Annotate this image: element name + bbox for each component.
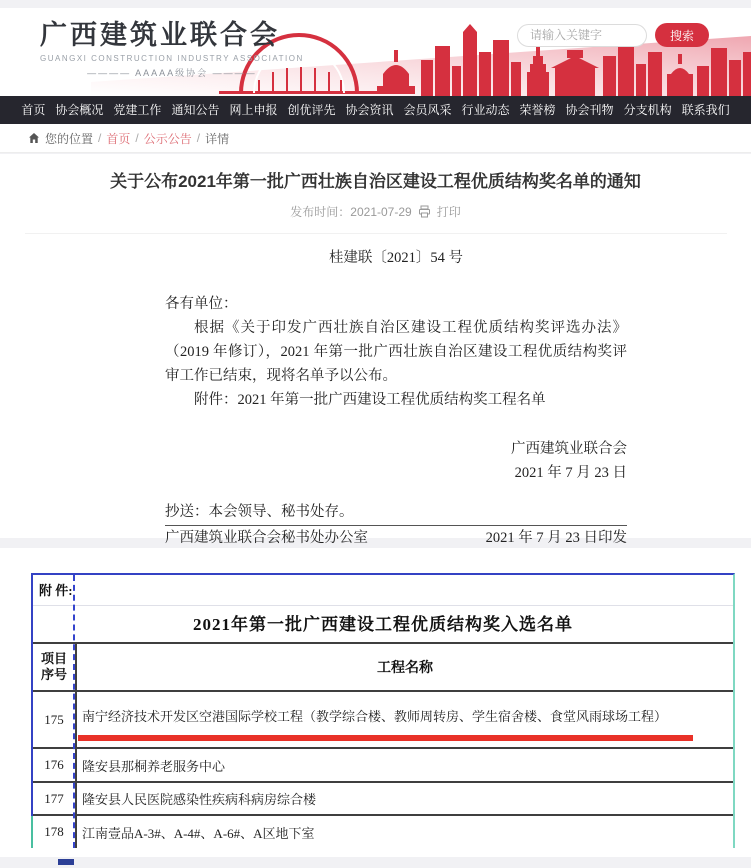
column-header-name: 工程名称 <box>75 644 733 690</box>
table-title: 2021年第一批广西建设工程优质结构奖入选名单 <box>33 606 733 644</box>
logo-title: 广西建筑业联合会 <box>40 20 280 50</box>
nav-item-apply[interactable]: 网上申报 <box>229 103 278 117</box>
nav-item-news[interactable]: 协会资讯 <box>345 103 394 117</box>
table-header-row <box>33 644 733 692</box>
search-box <box>517 23 709 47</box>
site-logo[interactable] <box>40 19 304 79</box>
document-attachment-line: 附件：2021 年第一批广西建设工程优质结构奖工程名单 <box>194 392 546 408</box>
row-project-name: 江南壹品A-3#、A-4#、A-6#、A区地下室 <box>75 816 733 848</box>
page-title: 关于公布2021年第一批广西壮族自治区建设工程优质结构奖名单的通知 <box>110 172 641 191</box>
document-number: 桂建联〔2021〕54 号 <box>328 250 464 266</box>
table-attach-label: 附 件: <box>33 575 733 606</box>
document-signer: 广西建筑业联合会 <box>511 441 627 457</box>
breadcrumb-current: 详情 <box>205 131 230 146</box>
breadcrumb-prefix: 您的位置 <box>45 131 94 146</box>
document-copy-line: 抄送：本会领导、秘书处存。 <box>165 500 627 526</box>
search-input[interactable] <box>517 24 647 47</box>
row-no: 177 <box>44 790 64 806</box>
nav-item-contact[interactable]: 联系我们 <box>681 103 730 117</box>
nav-item-publications[interactable]: 协会刊物 <box>565 103 614 117</box>
nav-item-notice[interactable]: 通知公告 <box>171 103 220 117</box>
breadcrumb-separator: / <box>98 131 102 145</box>
print-break-dashed-line <box>73 575 75 848</box>
cropped-artifact-mark <box>58 859 74 865</box>
row-project-name: 南宁经济技术开发区空港国际学校工程（教学综合楼、教师周转房、学生宿舍楼、食堂风雨球场工程） <box>75 692 733 747</box>
nav-item-home[interactable]: 首页 <box>21 103 46 117</box>
article-meta <box>0 203 751 233</box>
breadcrumb <box>0 124 751 153</box>
column-header-no-line1: 项目 <box>40 651 67 666</box>
logo-grade-line: ———— AAAAA级协会 ———— <box>87 68 257 78</box>
document-issue-date: 2021 年 7 月 23 日印发 <box>485 530 627 546</box>
document-salutation: 各有单位： <box>165 296 238 312</box>
row-no: 178 <box>44 824 64 839</box>
printer-icon <box>418 205 431 218</box>
nav-item-members[interactable]: 会员风采 <box>403 103 452 117</box>
row-no: 176 <box>44 757 64 772</box>
nav-item-awards[interactable]: 创优评先 <box>287 103 336 117</box>
breadcrumb-section-link[interactable]: 公示公告 <box>143 131 192 146</box>
article-panel <box>0 154 751 546</box>
divider <box>25 233 727 234</box>
nav-item-about[interactable]: 协会概况 <box>55 103 104 117</box>
print-button[interactable]: 打印 <box>436 205 461 219</box>
main-nav <box>0 96 751 124</box>
breadcrumb-home-link[interactable]: 首页 <box>106 131 131 146</box>
nav-item-branches[interactable]: 分支机构 <box>623 103 672 117</box>
nav-item-industry[interactable]: 行业动态 <box>461 103 510 117</box>
search-button[interactable]: 搜索 <box>655 23 709 47</box>
nav-item-honor[interactable]: 荣誉榜 <box>519 103 556 117</box>
nav-item-party[interactable]: 党建工作 <box>113 103 162 117</box>
table-row <box>33 692 733 749</box>
row-project-name: 隆安县人民医院感染性疾病科病房综合楼 <box>75 783 733 814</box>
column-header-no <box>33 644 75 690</box>
breadcrumb-separator: / <box>196 131 201 145</box>
table-row <box>33 783 733 816</box>
logo-subtitle-en: GUANGXI CONSTRUCTION INDUSTRY ASSOCIATION <box>40 54 304 63</box>
breadcrumb-separator: / <box>135 131 139 145</box>
table-row <box>33 816 733 848</box>
table-row <box>33 749 733 783</box>
row-project-name: 隆安县那桐养老服务中心 <box>75 749 733 781</box>
highlight-underline <box>78 735 693 741</box>
column-header-no-line2: 序号 <box>40 667 67 682</box>
award-list-table <box>31 573 735 848</box>
selection-border-teal <box>31 816 33 848</box>
document-sign-date: 2021 年 7 月 23 日 <box>514 465 627 481</box>
site-header <box>0 8 751 96</box>
document-issuer: 广西建筑业联合会秘书处办公室 <box>165 530 368 546</box>
publish-time: 发布时间：2021-07-29 <box>290 205 412 219</box>
home-icon <box>28 132 40 144</box>
attachment-preview-panel <box>0 548 751 857</box>
row-no: 175 <box>44 711 64 727</box>
document-paragraph: 根据《关于印发广西壮族自治区建设工程优质结构奖评选办法》（2019 年修订），2021 年第一批广西壮族自治区建设工程优质结构奖评审工作已结束，现将名单予以公布。 <box>165 320 627 384</box>
